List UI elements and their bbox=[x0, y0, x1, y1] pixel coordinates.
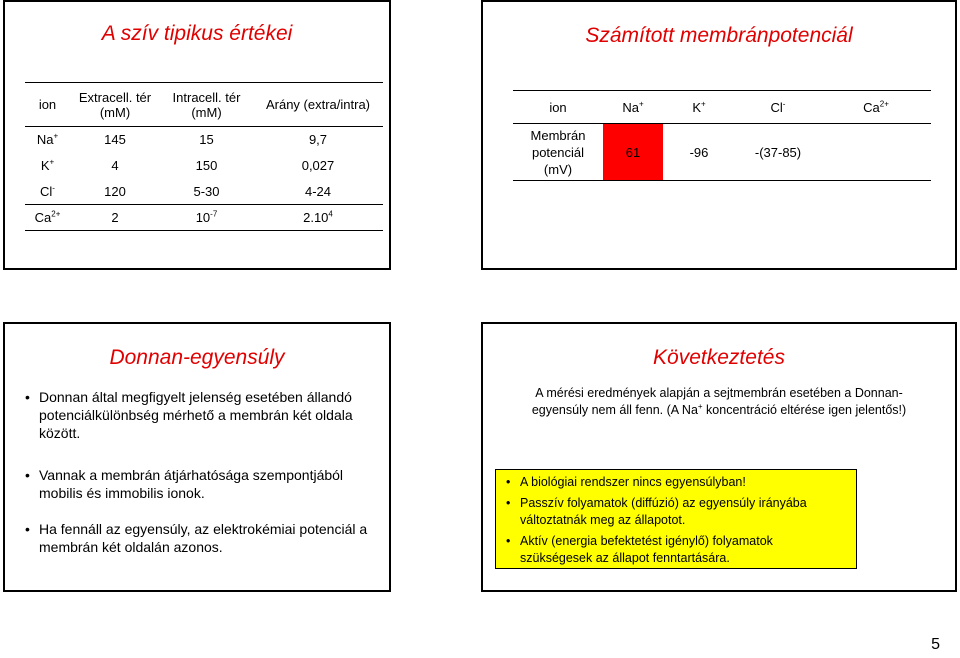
header-ion: ion bbox=[549, 99, 567, 115]
row-label: Membrán potenciál (mV) bbox=[530, 127, 586, 177]
header-ion-k: K+ bbox=[692, 99, 706, 115]
donnan-bullet-list bbox=[25, 388, 375, 556]
intra-value: 150 bbox=[195, 158, 218, 173]
page-number: 5 bbox=[931, 636, 940, 653]
ion-name: $Ca^{2+}$ bbox=[34, 209, 61, 225]
ion-name: K+ bbox=[40, 157, 55, 173]
list-item: • Donnan által megfigyelt jelenség esetében állandó potenciálkülönbség mérhető a membrán két oldala között. bbox=[25, 388, 375, 442]
membrane-potential-table bbox=[513, 90, 931, 181]
slide-conclusion bbox=[481, 322, 957, 592]
ion-concentration-table bbox=[25, 82, 383, 231]
value-cl: -(37-85) bbox=[754, 144, 802, 160]
conclusion-bullet-list bbox=[506, 474, 846, 567]
ion-name: Cl- bbox=[40, 183, 55, 199]
extra-value: 120 bbox=[104, 183, 126, 199]
header-ion: ion bbox=[38, 97, 57, 112]
list-item: • Passzív folyamatok (diffúzió) az egyensúly irányába változtatnák meg az állapotot. bbox=[506, 495, 846, 529]
ion-name: Na+ bbox=[36, 131, 59, 148]
header-ion-cl: Cl- bbox=[770, 99, 786, 115]
extra-value: 2 bbox=[111, 210, 119, 225]
extra-value: 4 bbox=[111, 158, 119, 173]
intra-value: $10^{-7}$ bbox=[195, 209, 218, 225]
list-item: • Aktív (energia befektetést igénylő) folyamatok szükségesek az állapot fenntartására. bbox=[506, 533, 846, 567]
intra-value: 15 bbox=[199, 132, 214, 148]
table-row bbox=[25, 153, 383, 179]
value-na: 61 bbox=[603, 124, 663, 181]
header-extracellular: Extracell. tér (mM) bbox=[78, 89, 152, 120]
header-ratio: Arány (extra/intra) bbox=[265, 97, 371, 112]
highlight-box bbox=[495, 469, 857, 569]
list-item: • A biológiai rendszer nincs egyensúlyban! bbox=[506, 474, 846, 491]
ratio-value: 9,7 bbox=[308, 132, 328, 148]
list-item: • Ha fennáll az egyensúly, az elektrokémiai potenciál a membrán két oldalán azonos. bbox=[25, 520, 375, 556]
slide-title: A szív tipikus értékei bbox=[101, 22, 293, 45]
list-item: • Vannak a membrán átjárhatósága szempontjából mobilis és immobilis ionok. bbox=[25, 466, 375, 502]
value-ca bbox=[821, 124, 931, 181]
slide-title: Számított membránpotenciál bbox=[585, 24, 853, 47]
intra-value: 5-30 bbox=[193, 183, 220, 199]
ratio-value: 2.10$^4$ bbox=[303, 209, 333, 225]
table-row bbox=[513, 124, 931, 181]
conclusion-text: A mérési eredmények alapján a sejtmembrán esetében a Donnan-egyensúly nem áll fenn. (A Na+ koncentráció eltérése igen jelentős!) bbox=[531, 386, 907, 417]
extra-value: 145 bbox=[104, 132, 126, 148]
slide-donnan bbox=[3, 322, 391, 592]
ratio-value: 4-24 bbox=[304, 183, 332, 199]
slide-title: Következtetés bbox=[653, 346, 785, 369]
table-row bbox=[25, 205, 383, 231]
value-k: -96 bbox=[689, 144, 709, 160]
ratio-value: 0,027 bbox=[301, 158, 335, 173]
slide-title: Donnan-egyensúly bbox=[109, 346, 285, 369]
header-intracellular: Intracell. tér (mM) bbox=[172, 89, 241, 120]
slide-membrane-potential bbox=[481, 0, 957, 270]
slide-heart-values bbox=[3, 0, 391, 270]
header-ion-ca: $Ca^{2+}$ bbox=[863, 99, 889, 115]
table-row bbox=[25, 179, 383, 205]
table-row bbox=[25, 127, 383, 153]
header-ion-na: Na+ bbox=[622, 99, 644, 115]
